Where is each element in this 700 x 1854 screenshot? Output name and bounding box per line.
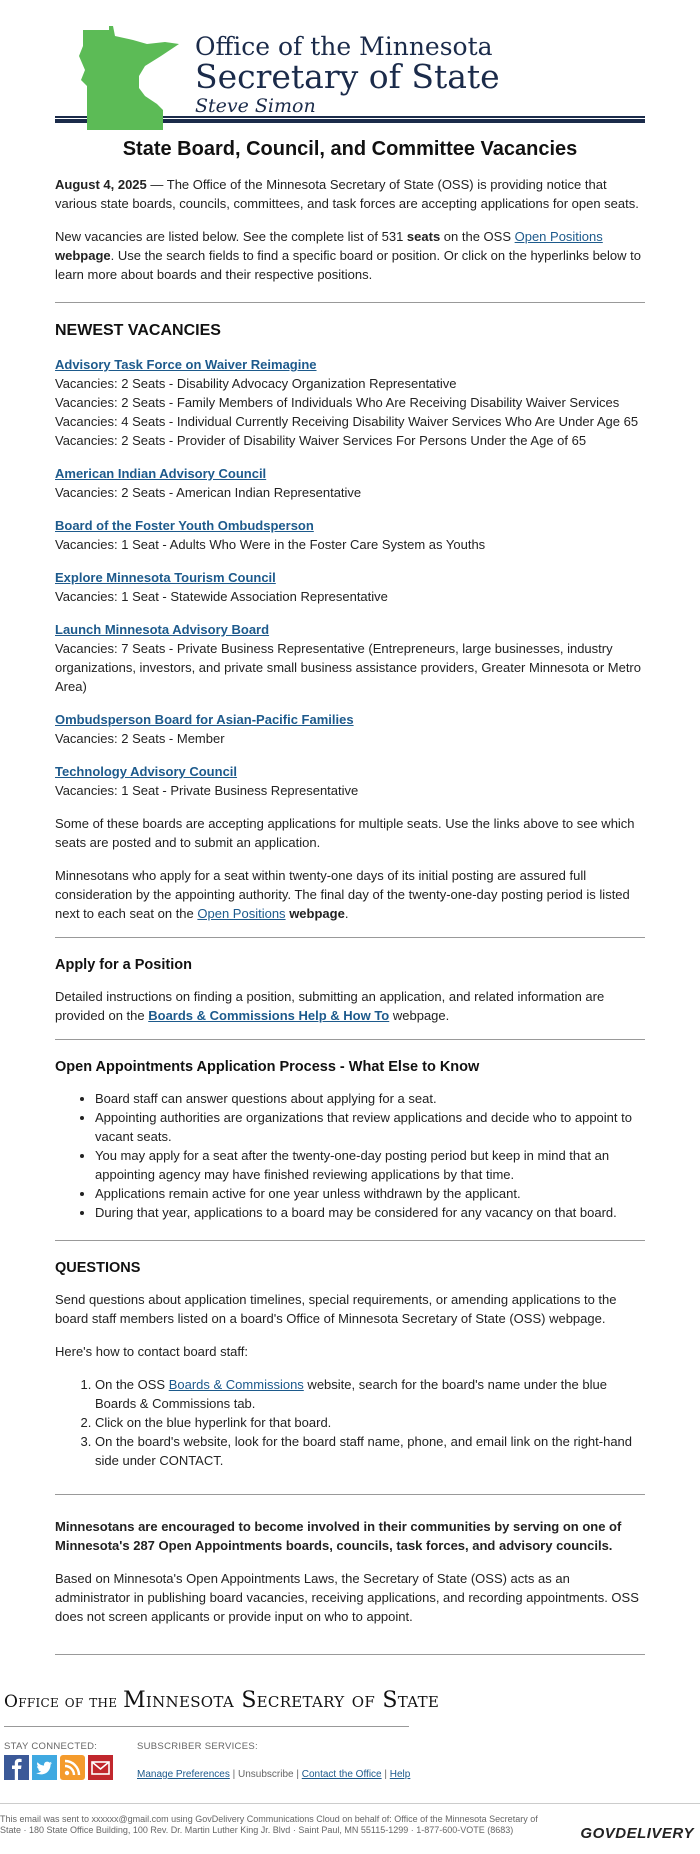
vacancy-item [55, 568, 645, 606]
list-item [95, 1375, 645, 1413]
separator: | [381, 1769, 390, 1780]
separator: | [293, 1769, 302, 1780]
divider [55, 937, 645, 938]
footer-title-b: Minnesota Secretary of State [123, 1688, 440, 1713]
process-list [55, 1089, 645, 1222]
separator: | [229, 1769, 238, 1780]
list-item: • Appointing authorities are organizations that review applications and decide who to appoint to vacant seats. [95, 1108, 645, 1146]
twentyone-paragraph [55, 866, 645, 923]
list-item: • During that year, applications to a board may be considered for any vacancy on that board. [95, 1203, 645, 1222]
list-item: • Board staff can answer questions about applying for a seat. [95, 1089, 645, 1108]
closing-paragraph: Based on Minnesota's Open Appointments Laws, the Secretary of State (OSS) acts as an administrator in publishing board vacancies, receiving applications, and recording appointments. OSS does not screen applicants or provide input on who to appoint. [55, 1571, 639, 1624]
legal-text: This email was sent to xxxxxx@gmail.com using GovDelivery Communications Cloud on behalf of: Office of the Minnesota Secretary of State · 180 State Office Building, 100 Rev. Dr. Martin Luther King Jr. Blvd · Saint Paul, MN 55115-1299 · 1-877-600-VOTE (8683) [0, 1814, 538, 1835]
stay-connected-label: STAY CONNECTED: [4, 1741, 98, 1752]
board-link[interactable]: Board of the Foster Youth Ombudsperson [55, 518, 314, 533]
vacancy-list [55, 355, 645, 800]
vacancy-item [55, 762, 645, 800]
p2c: . Use the search fields to find a specific board or position. Or click on the hyperlinks below to learn more about boards and their respective positions. [55, 248, 641, 282]
minnesota-map-logo [75, 26, 185, 134]
vacancy-item [55, 710, 645, 748]
newest-vacancies-heading: NEWEST VACANCIES [55, 322, 221, 339]
vacancy-item [55, 516, 645, 554]
vacancy-item [55, 355, 645, 450]
board-link[interactable]: Explore Minnesota Tourism Council [55, 570, 276, 585]
footer-divider [4, 1726, 409, 1727]
subscriber-links [137, 1765, 410, 1784]
board-link[interactable]: American Indian Advisory Council [55, 466, 267, 481]
subscriber-services-label: SUBSCRIBER SERVICES: [137, 1741, 258, 1752]
list-item: 2. Click on the blue hyperlink for that board. [95, 1413, 645, 1432]
list-item: • You may apply for a seat after the twenty-one-day posting period but keep in mind that an appointing agency may have finished reviewing applications by that time. [95, 1146, 645, 1184]
twitter-icon[interactable] [32, 1755, 57, 1780]
email-icon[interactable] [88, 1755, 113, 1780]
p2-seats: seats [406, 229, 441, 244]
divider [55, 1039, 645, 1040]
questions-p1: Send questions about application timelines, special requirements, or amending applications to the board staff members listed on a board's Office of Minnesota Secretary of State (OSS) webpage. [55, 1292, 617, 1326]
twentyone-end: . [344, 906, 349, 921]
board-link[interactable]: Technology Advisory Council [55, 764, 238, 779]
footer-title [4, 1688, 700, 1713]
header-wordmark [195, 34, 500, 118]
footer-title-a: Office of the [4, 1692, 124, 1712]
list-item: • Applications remain active for one year unless withdrawn by the applicant. [95, 1184, 645, 1203]
footer [0, 1688, 700, 1854]
rss-icon[interactable] [60, 1755, 85, 1780]
closing-bold: Minnesotans are encouraged to become involved in their communities by serving on one of Minnesota's 287 Open Appointments boards, councils, task forces, and advisory councils. [55, 1519, 622, 1553]
vacancy-line: Vacancies: 1 Seat - Statewide Association Representative [55, 589, 388, 604]
intro-paragraph [55, 175, 645, 213]
vacancy-item [55, 620, 645, 696]
contact-office-link[interactable]: Contact the Office [301, 1769, 382, 1780]
header [55, 0, 645, 118]
vacancy-line: Vacancies: 2 Seats - Family Members of Individuals Who Are Receiving Disability Waiver Services [55, 395, 620, 410]
intro-paragraph-2 [55, 227, 645, 284]
help-how-to-link[interactable]: Boards & Commissions Help & How To [148, 1008, 390, 1023]
p2b: on the OSS [440, 229, 515, 244]
vacancy-item [55, 464, 645, 502]
vacancy-line: Vacancies: 7 Seats - Private Business Representative (Entrepreneurs, large businesses, industry organizations, investors, and private small business assistance providers, Greater Minnesota or Metro Area) [55, 641, 641, 694]
intro-date: August 4, 2025 [55, 177, 147, 192]
divider [55, 1654, 645, 1655]
vacancy-line: Vacancies: 2 Seats - Provider of Disability Waiver Services For Persons Under the Age of 65 [55, 433, 587, 448]
facebook-icon[interactable] [4, 1755, 29, 1780]
help-link[interactable]: Help [389, 1769, 411, 1780]
step1-a: On the OSS [95, 1377, 169, 1392]
unsubscribe-link[interactable]: Unsubscribe [238, 1769, 294, 1780]
process-heading: Open Appointments Application Process - What Else to Know [55, 1059, 480, 1075]
header-line3: Steve Simon [195, 95, 316, 117]
manage-preferences-link[interactable]: Manage Preferences [137, 1769, 230, 1780]
vacancy-line: Vacancies: 1 Seat - Private Business Representative [55, 783, 359, 798]
apply-paragraph [55, 987, 645, 1025]
apply-text-a: Detailed instructions on finding a position, submitting an application, and related information are provided on the [55, 989, 605, 1023]
step1-b: website, search for the board's name under the blue Boards & Commissions tab. [95, 1377, 607, 1411]
page-title: State Board, Council, and Committee Vacancies [122, 138, 578, 160]
govdelivery-logo: GOVDELIVERY [580, 1825, 694, 1842]
vacancy-line: Vacancies: 4 Seats - Individual Currently Receiving Disability Waiver Services Who Are Under Age 65 [55, 414, 639, 429]
open-positions-link[interactable]: Open Positions [514, 229, 603, 244]
boards-commissions-link[interactable]: Boards & Commissions [168, 1377, 304, 1392]
apply-text-b: webpage. [389, 1008, 450, 1023]
header-line2: Secretary of State [195, 57, 500, 96]
multi-seats-text: Some of these boards are accepting applications for multiple seats. Use the links above to see which seats are posted and to submit an application. [55, 816, 635, 850]
vacancy-line: Vacancies: 2 Seats - Member [55, 731, 225, 746]
list-item: 3. On the board's website, look for the board staff name, phone, and email link on the right-hand side under CONTACT. [95, 1432, 645, 1470]
board-link[interactable]: Ombudsperson Board for Asian-Pacific Families [55, 712, 354, 727]
vacancy-line: Vacancies: 1 Seat - Adults Who Were in the Foster Care System as Youths [55, 537, 486, 552]
twentyone-webpage: webpage [289, 906, 345, 921]
questions-heading: QUESTIONS [55, 1260, 141, 1276]
vacancy-line: Vacancies: 2 Seats - American Indian Representative [55, 485, 362, 500]
open-positions-link-2[interactable]: Open Positions [197, 906, 286, 921]
divider [55, 302, 645, 303]
social-icons [4, 1755, 113, 1780]
p2a: New vacancies are listed below. See the complete list of 531 [55, 229, 407, 244]
divider [55, 1494, 645, 1495]
email-body [55, 0, 645, 1655]
p2-webpage: webpage [55, 248, 111, 263]
questions-p2: Here's how to contact board staff: [55, 1344, 249, 1359]
contact-steps [55, 1375, 645, 1470]
apply-heading: Apply for a Position [55, 957, 192, 973]
legal-footer [0, 1803, 700, 1854]
vacancy-line: Vacancies: 2 Seats - Disability Advocacy Organization Representative [55, 376, 457, 391]
twentyone-text: Minnesotans who apply for a seat within twenty-one days of its initial posting are assured full consideration by the appointing authority. The final day of the twenty-one-day posting period is listed next to each seat on the [55, 868, 630, 921]
board-link[interactable]: Advisory Task Force on Waiver Reimagine [55, 357, 317, 372]
intro-text: — The Office of the Minnesota Secretary of State (OSS) is providing notice that various state boards, councils, committees, and task forces are accepting applications for open seats. [55, 177, 639, 211]
footer-links-row [0, 1737, 700, 1797]
board-link[interactable]: Launch Minnesota Advisory Board [55, 622, 270, 637]
header-line1: Office of the Minnesota [195, 32, 493, 61]
divider [55, 1240, 645, 1241]
